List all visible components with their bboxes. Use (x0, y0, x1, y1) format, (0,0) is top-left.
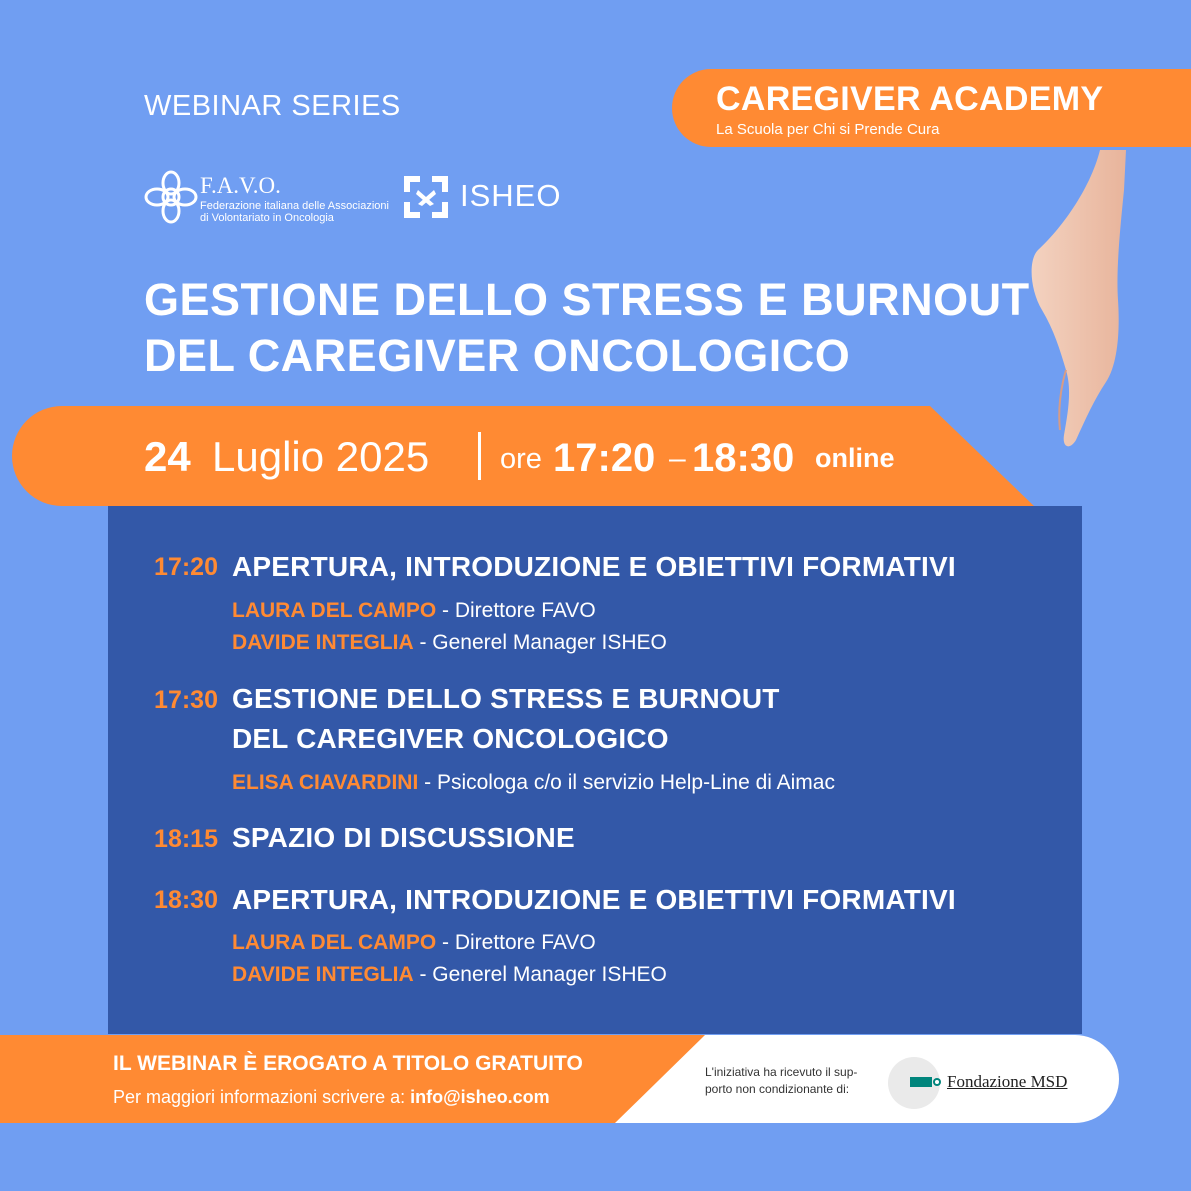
isheo-name: ISHEO (460, 178, 562, 213)
event-title: GESTIONE DELLO STRESS E BURNOUT DEL CAREGIVER ONCOLOGICO (144, 274, 1030, 381)
agenda-speaker: LAURA DEL CAMPO - Direttore FAVO (232, 931, 596, 954)
contact-email-link[interactable]: info@isheo.com (410, 1087, 550, 1107)
agenda-speaker: DAVIDE INTEGLIA - Generel Manager ISHEO (232, 963, 667, 986)
msd-logo-icon (910, 1076, 942, 1088)
support-note: L'iniziativa ha ricevuto il sup- porto non condizionante di: (705, 1065, 858, 1096)
academy-subtitle: La Scuola per Chi si Prende Cura (716, 121, 940, 138)
date-month-year: Luglio 2025 (212, 433, 430, 480)
agenda-time: 17:30 (154, 686, 218, 714)
favo-name: F.A.V.O. (200, 173, 281, 198)
agenda-title-line2: DEL CAREGIVER ONCOLOGICO (232, 723, 669, 754)
agenda-speaker: DAVIDE INTEGLIA - Generel Manager ISHEO (232, 631, 667, 654)
info-line: Per maggiori informazioni scrivere a: info@isheo.com (113, 1087, 550, 1107)
agenda-speaker: LAURA DEL CAMPO - Direttore FAVO (232, 599, 596, 622)
date-separator (478, 432, 481, 480)
webinar-series-label: WEBINAR SERIES (144, 90, 401, 122)
agenda-title: APERTURA, INTRODUZIONE E OBIETTIVI FORMATIVI (232, 884, 956, 915)
isheo-logo-icon (404, 176, 448, 218)
academy-title: CAREGIVER ACADEMY (716, 80, 1104, 118)
start-time: 17:20 (553, 436, 656, 480)
agenda-time: 17:20 (154, 553, 218, 581)
end-time: 18:30 (692, 436, 795, 480)
free-notice: IL WEBINAR È EROGATO A TITOLO GRATUITO (113, 1052, 583, 1075)
date-day: 24 (144, 433, 191, 480)
time-prefix: ore (500, 443, 542, 475)
favo-description: Federazione italiana delle Associazioni di Volontariato in Oncologia (200, 200, 389, 224)
agenda-title: GESTIONE DELLO STRESS E BURNOUT (232, 683, 780, 714)
agenda-time: 18:15 (154, 825, 218, 853)
event-mode: online (815, 443, 895, 473)
favo-logo-icon (144, 170, 198, 224)
agenda-time: 18:30 (154, 886, 218, 914)
agenda-title: SPAZIO DI DISCUSSIONE (232, 822, 575, 853)
agenda-speaker: ELISA CIAVARDINI - Psicologa c/o il servizio Help-Line di Aimac (232, 771, 835, 794)
agenda-title: APERTURA, INTRODUZIONE E OBIETTIVI FORMATIVI (232, 551, 956, 582)
sponsor-name: Fondazione MSD (947, 1072, 1068, 1091)
time-dash: – (669, 442, 686, 475)
